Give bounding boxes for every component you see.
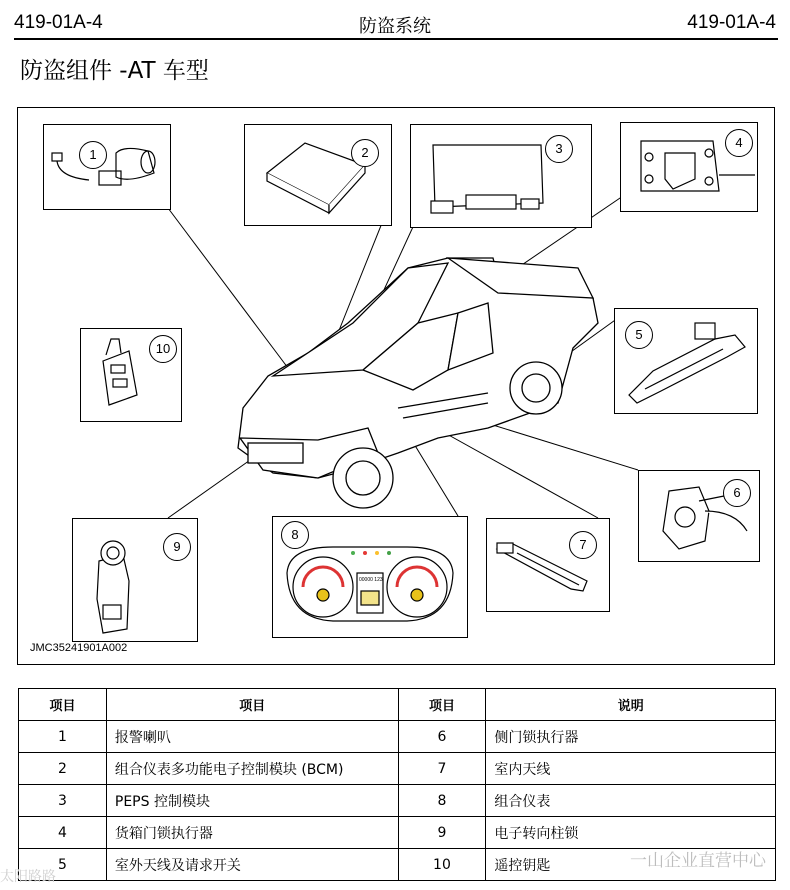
cell-item-number: 6 xyxy=(398,721,486,753)
table-row xyxy=(19,817,776,849)
callout-1: 1 xyxy=(79,141,107,169)
cell-description: 电子转向柱锁 xyxy=(486,817,776,849)
cell-item-number: 7 xyxy=(398,753,486,785)
component-box-4 xyxy=(620,122,758,212)
cell-item-name: 组合仪表多功能电子控制模块 (BCM) xyxy=(106,753,398,785)
component-box-10 xyxy=(80,328,182,422)
cell-item-number: 2 xyxy=(19,753,107,785)
col-header-description: 说明 xyxy=(486,689,776,721)
table-row xyxy=(19,721,776,753)
header-right-code: 419-01A-4 xyxy=(687,12,776,33)
table-row xyxy=(19,753,776,785)
cell-description: 遥控钥匙 xyxy=(486,849,776,881)
section-title: 防盗组件 -AT 车型 xyxy=(20,58,209,84)
component-box-7 xyxy=(486,518,610,612)
cell-item-number: 1 xyxy=(19,721,107,753)
cell-item-number: 9 xyxy=(398,817,486,849)
alarm-horn-icon xyxy=(44,125,170,209)
watermark-left: 太阳路路 xyxy=(0,869,56,885)
table-row xyxy=(19,785,776,817)
table-header-row xyxy=(19,689,776,721)
cell-item-name: 报警喇叭 xyxy=(106,721,398,753)
cell-item-name: 货箱门锁执行器 xyxy=(106,817,398,849)
callout-5: 5 xyxy=(625,321,653,349)
watermark-right: 一山企业直营中心 xyxy=(630,851,766,871)
cell-item-number: 8 xyxy=(398,785,486,817)
callout-2: 2 xyxy=(351,139,379,167)
component-box-1 xyxy=(43,124,171,210)
figure-code: JMC35241901A002 xyxy=(30,642,128,654)
cell-description: 组合仪表 xyxy=(486,785,776,817)
header-title: 防盗系统 xyxy=(359,16,431,37)
cell-item-number: 5 xyxy=(19,849,107,881)
col-header-item-name: 项目 xyxy=(106,689,398,721)
header-rule xyxy=(14,38,778,40)
cell-item-number: 4 xyxy=(19,817,107,849)
callout-6: 6 xyxy=(723,479,751,507)
cell-description: 侧门锁执行器 xyxy=(486,721,776,753)
component-box-3 xyxy=(410,124,592,228)
callout-3: 3 xyxy=(545,135,573,163)
col-header-item-2: 项目 xyxy=(398,689,486,721)
callout-10: 10 xyxy=(149,335,177,363)
component-box-9 xyxy=(72,518,198,642)
cluster-readout: 00000 123 xyxy=(359,577,383,583)
component-figure xyxy=(17,107,775,665)
component-box-5 xyxy=(614,308,758,414)
component-box-6 xyxy=(638,470,760,562)
component-box-8 xyxy=(272,516,468,638)
callout-8: 8 xyxy=(281,521,309,549)
cell-item-name: PEPS 控制模块 xyxy=(106,785,398,817)
cell-item-name: 室外天线及请求开关 xyxy=(106,849,398,881)
cell-item-number: 3 xyxy=(19,785,107,817)
component-box-2 xyxy=(244,124,392,226)
col-header-item: 项目 xyxy=(19,689,107,721)
cell-item-number: 10 xyxy=(398,849,486,881)
callout-9: 9 xyxy=(163,533,191,561)
cell-description: 室内天线 xyxy=(486,753,776,785)
callout-7: 7 xyxy=(569,531,597,559)
callout-4: 4 xyxy=(725,129,753,157)
header-left-code: 419-01A-4 xyxy=(14,12,103,33)
